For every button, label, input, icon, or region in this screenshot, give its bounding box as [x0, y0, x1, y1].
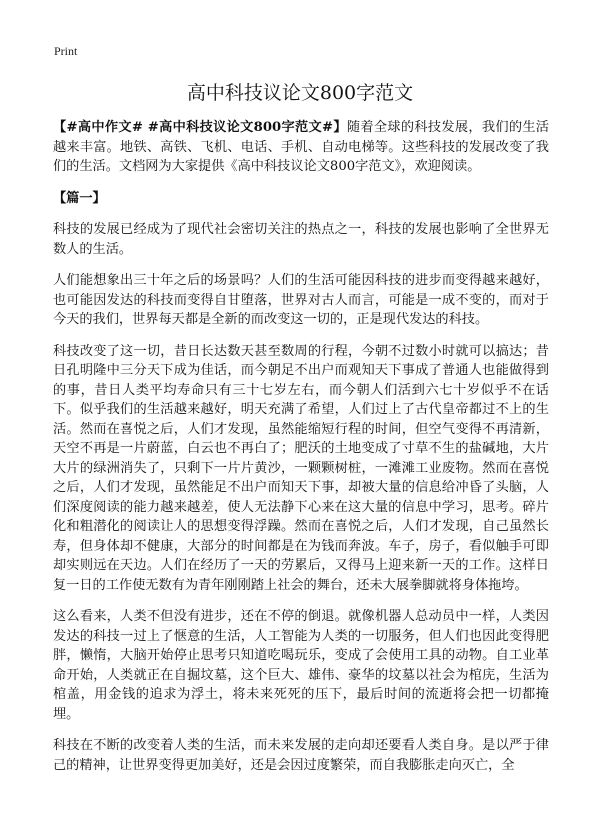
body-paragraph-3: 科技改变了这一切，昔日长达数天甚至数周的行程，今朝不过数小时就可以搞达；昔日孔明隆中三分天下成为佳话，而今朝足不出户而观知天下事成了普通人也能做得到的事，昔日人类平均寿命只有三十七岁左右，而今朝人们活到六七十岁似乎不在话下。似乎我们的生活越来越好，明天充满了希望，人们过上了古代皇帝都过不上的生活。然而在喜悦之后，人们才发现，虽然能缩短行程的时间，但空气变得不再清新，天空不再是一片蔚蓝，白云也不再白了；肥沃的土地变成了寸草不生的盐碱地，大片大片的绿洲消失了，只剩下一片片黄沙，一颗颗树桩，一滩滩工业废物。然而在喜悦之后，人们才发现，虽然能足不出户而知天下事，却被大量的信息给冲昏了头脑，人们深度阅读的能力越来越差，使人无法静下心来在这大量的信息中学习，思考。碎片化和粗潜化的阅读让人的思想变得浮躁。然而在喜悦之后，人们才发现，自己虽然长寿，但身体却不健康，大部分的时间都是在为钱而奔波。车子，房子，看似触手可即却实则远在天边。人们在经历了一天的劳累后，又得马上迎来新一天的工作。这样日复一日的工作使无数有为青年刚刚踏上社会的舞台，还未大展拳脚就将身体拖垮。 — [53, 343, 549, 593]
body-paragraph-2: 人们能想象出三十年之后的场景吗？人们的生活可能因科技的进步而变得越来越好，也可能因发达的科技而变得自甘堕落，世界对古人而言，可能是一成不变的，而对于今天的我们，世界每天都是全新的而改变这一切的，正是现代发达的科技。 — [53, 273, 549, 327]
intro-tag: 【#高中作文# #高中科技议论文800字范文#】 — [53, 120, 347, 135]
body-paragraph-1: 科技的发展已经成为了现代社会密切关注的热点之一，科技的发展也影响了全世界无数人的生活。 — [53, 222, 549, 257]
print-label: Print — [54, 44, 78, 58]
intro-paragraph — [53, 118, 549, 177]
body-paragraph-4: 这么看来，人类不但没有进步，还在不停的倒退。就像机器人总动员中一样，人类因发达的科技一过上了惬意的生活，人工智能为人类的一切服务，但人们也因此变得肥胖，懒惰，大脑开始停止思考只知道吃喝玩乐，变成了会使用工具的动物。自工业革命开始，人类就正在自掘坟墓，这个巨大、雄伟、豪华的坟墓以社会为棺庑，生活为棺盖，用金钱的追求为浮土，将未来死死的压下，最后时间的流逝将会把一切都掩埋。 — [53, 609, 549, 722]
intro-text: 随着全球的科技发展，我们的生活越来丰富。地铁、高铁、飞机、电话、手机、自动电梯等。这些科技的发展改变了我们的生活。文档网为大家提供《高中科技议论文800字范文》，欢迎阅读。 — [53, 120, 549, 174]
body-paragraph-5: 科技在不断的改变着人类的生活，而未来发展的走向却还要看人类自身。是以严于律己的精神，让世界变得更加美好，还是会因过度繁荣，而自我膨胀走向灭亡，全 — [53, 738, 549, 773]
document-title: 高中科技议论文800字范文 — [186, 82, 414, 104]
document-body — [53, 118, 549, 787]
section-heading: 【篇一】 — [53, 190, 106, 206]
